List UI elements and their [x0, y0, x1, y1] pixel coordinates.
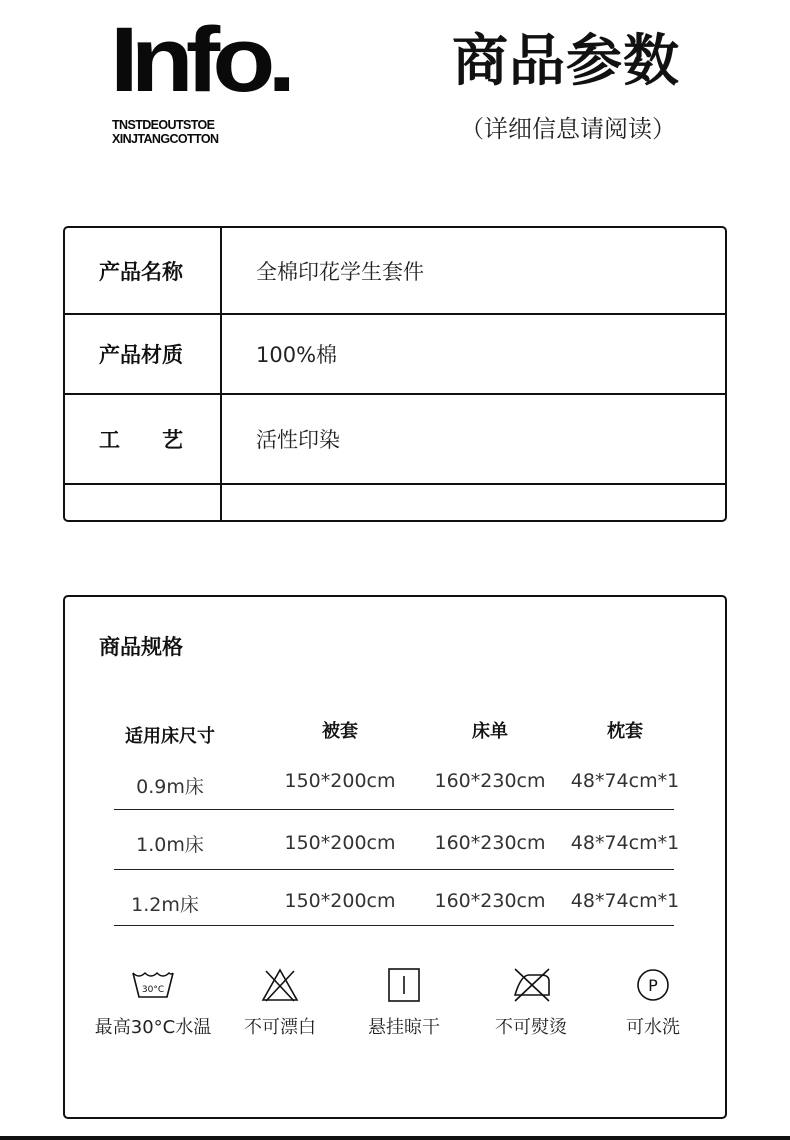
care-item-no-bleach: [210, 967, 350, 1039]
brand-logo: Info.: [110, 9, 289, 111]
bottom-divider: [0, 1136, 790, 1140]
cell-duvet: 150*200cm: [284, 770, 396, 792]
cell-pillowcase: 48*74cm*1: [570, 890, 680, 912]
dry-clean-letter: P: [648, 976, 658, 995]
care-label: 最高30°C水温: [94, 1017, 212, 1038]
care-label: 可水洗: [626, 1017, 680, 1038]
care-label: 不可熨烫: [495, 1017, 567, 1038]
wash-temp-text: 30°C: [141, 985, 165, 995]
cell-pillowcase: 48*74cm*1: [570, 770, 680, 792]
care-label: 悬挂晾干: [368, 1017, 440, 1038]
dry-clean-icon: [635, 967, 671, 1003]
product-specs-panel: [63, 595, 727, 1119]
row-divider: [114, 925, 674, 926]
param-row-empty: [65, 485, 725, 520]
no-bleach-icon: [260, 967, 300, 1003]
cell-bed-size: 1.0m床: [136, 834, 204, 856]
wash-30-icon: [129, 967, 177, 1003]
brand-tagline-line1: TNSTDEOUTSTOE: [112, 118, 215, 132]
row-divider: [114, 809, 674, 810]
param-value: 全棉印花学生套件: [256, 259, 424, 284]
brand-tagline-line2: XINJTANGCOTTON: [112, 132, 219, 146]
param-label: 产品名称: [65, 228, 222, 313]
cell-duvet: 150*200cm: [284, 832, 396, 854]
cell-sheet: 160*230cm: [434, 770, 546, 792]
param-row-craft: [65, 395, 725, 485]
specs-title: 商品规格: [99, 635, 183, 659]
care-item-wash-ok: [583, 967, 723, 1039]
care-item-no-iron: [461, 967, 601, 1039]
header: [0, 0, 790, 200]
param-row-name: [65, 228, 725, 315]
cell-sheet: 160*230cm: [434, 832, 546, 854]
col-header-bed-size: 适用床尺寸: [125, 726, 215, 747]
cell-sheet: 160*230cm: [434, 890, 546, 912]
param-value: [224, 485, 725, 520]
care-item-hang-dry: [334, 967, 474, 1039]
product-params-table: [63, 226, 727, 522]
param-value: 活性印染: [256, 428, 340, 452]
care-label: 不可漂白: [244, 1017, 316, 1038]
param-value: 100%棉: [256, 343, 338, 367]
brand-tagline: [112, 118, 218, 146]
param-label: [65, 485, 222, 520]
no-iron-icon: [509, 967, 553, 1003]
hang-dry-icon: [386, 967, 422, 1003]
row-divider: [114, 869, 674, 870]
cell-pillowcase: 48*74cm*1: [570, 832, 680, 854]
col-header-duvet: 被套: [322, 721, 358, 742]
param-label: 工 艺: [65, 395, 222, 483]
cell-bed-size: 0.9m床: [136, 776, 204, 798]
page-title: 商品参数: [452, 29, 680, 94]
col-header-sheet: 床单: [472, 721, 508, 742]
col-header-pillowcase: 枕套: [607, 721, 643, 742]
care-item-wash: [83, 967, 223, 1039]
cell-bed-size: 1.2m床: [131, 894, 199, 916]
cell-duvet: 150*200cm: [284, 890, 396, 912]
page-subtitle: （详细信息请阅读）: [460, 115, 676, 143]
param-label: 产品材质: [65, 315, 222, 393]
param-row-material: [65, 315, 725, 395]
